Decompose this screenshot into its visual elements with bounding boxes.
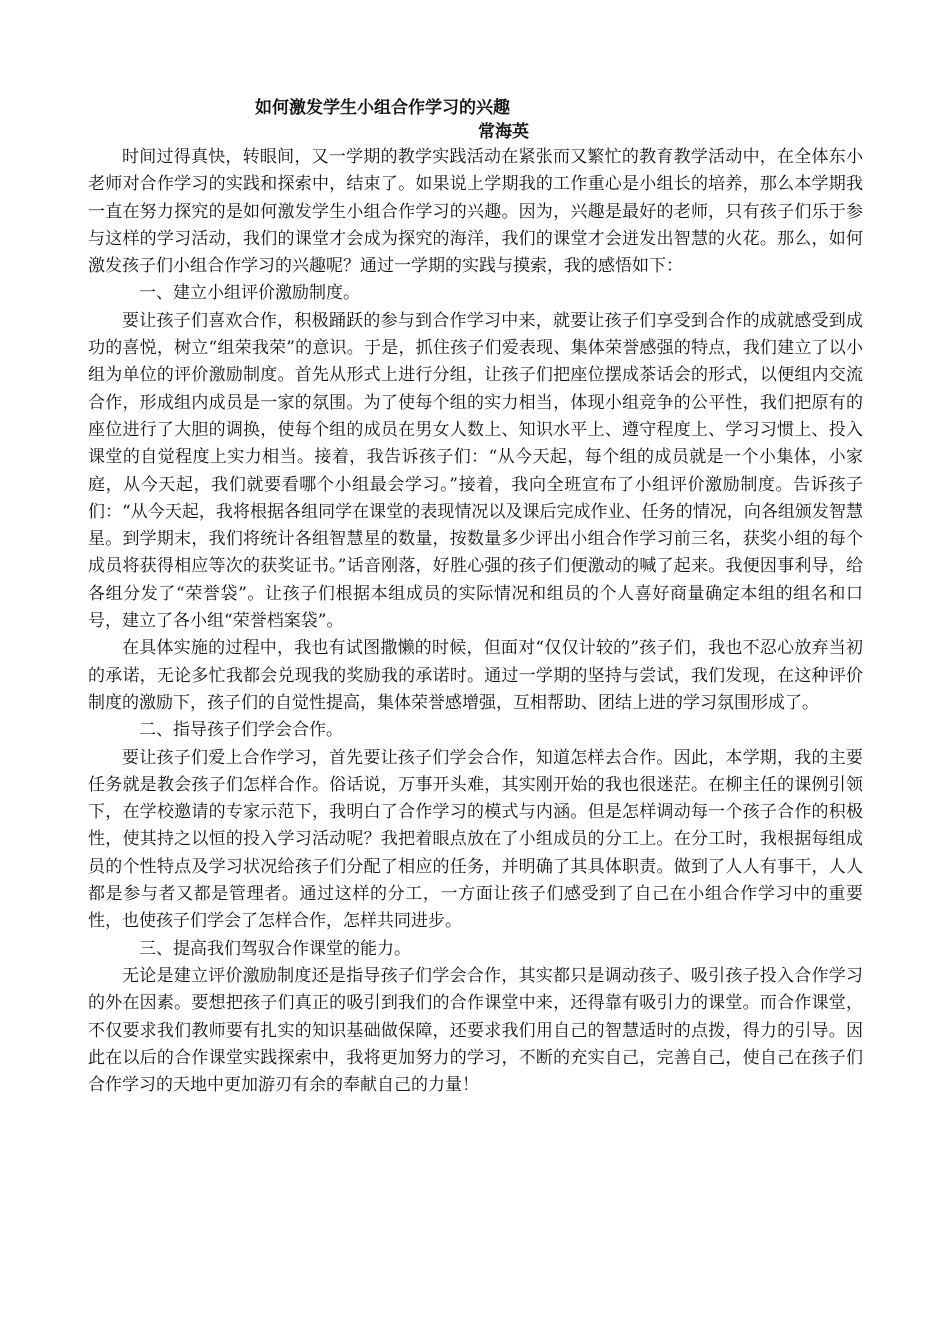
document-title: 如何激发学生小组合作学习的兴趣 [255,98,510,118]
section-heading-3: 三、提高我们驾驭合作课堂的能力。 [139,938,411,959]
paragraph-section-1-b: 在具体实施的过程中，我也有试图撒懒的时候，但面对“仅仅计较的”孩子们，我也不忍心放弃当初的承诺，无论多忙我都会兑现我的奖励我的承诺时。通过一学期的坚持与尝试，我们发现，在这种评价制度的激励下，孩子们的自觉性提高，集体荣誉感增强，互相帮助、团结上进的学习氛围形成了。 [88,638,863,713]
document-body [88,144,863,1099]
section-heading-1: 一、建立小组评价激励制度。 [139,283,360,304]
paragraph-section-2: 要让孩子们爱上合作学习，首先要让孩子们学会合作，知道怎样去合作。因此，本学期，我的主要任务就是教会孩子们怎样合作。俗话说，万事开头难，其实刚开始的我也很迷茫。在柳主任的课例引领下，在学校邀请的专家示范下，我明白了合作学习的模式与内涵。但是怎样调动每一个孩子合作的积极性，使其持之以恒的投入学习活动呢？我把着眼点放在了小组成员的分工上。在分工时，我根据每组成员的个性特点及学习状况给孩子们分配了相应的任务，并明确了其具体职责。做到了人人有事干，人人都是参与者又都是管理者。通过这样的分工，一方面让孩子们感受到了自己在小组合作学习中的重要性，也使孩子们学会了怎样合作，怎样共同进步。 [88,747,863,932]
document-author: 常海英 [478,122,529,142]
paragraph-intro: 时间过得真快，转眼间，又一学期的教学实践活动在紧张而又繁忙的教育教学活动中，在全体东小老师对合作学习的实践和探索中，结束了。如果说上学期我的工作重心是小组长的培养，那么本学期我一直在努力探究的是如何激发学生小组合作学习的兴趣。因为，兴趣是最好的老师，只有孩子们乐于参与这样的学习活动，我们的课堂才会成为探究的海洋，我们的课堂才会迸发出智慧的火花。那么，如何激发孩子们小组合作学习的兴趣呢？通过一学期的实践与摸索，我的感悟如下： [88,147,863,277]
paragraph-section-3: 无论是建立评价激励制度还是指导孩子们学会合作，其实都只是调动孩子、吸引孩子投入合作学习的外在因素。要想把孩子们真正的吸引到我们的合作课堂中来，还得靠有吸引力的课堂。而合作课堂，不仅要求我们教师要有扎实的知识基础做保障，还要求我们用自己的智慧适时的点拨，得力的引导。因此在以后的合作课堂实践探索中，我将更加努力的学习，不断的充实自己，完善自己，使自己在孩子们合作学习的天地中更加游刃有余的奉献自己的力量！ [88,965,863,1096]
section-heading-2: 二、指导孩子们学会合作。 [139,720,343,741]
document-page [88,96,863,1099]
paragraph-section-1-a: 要让孩子们喜欢合作，积极踊跃的参与到合作学习中来，就要让孩子们享受到合作的成就感受到成功的喜悦，树立“组荣我荣”的意识。于是，抓住孩子们爱表现、集体荣誉感强的特点，我们建立了以小组为单位的评价激励制度。首先从形式上进行分组，让孩子们把座位摆成茶话会的形式，以便组内交流合作，形成组内成员是一家的氛围。为了使每个组的实力相当，体现小组竞争的公平性，我们把原有的座位进行了大胆的调换，使每个组的成员在男女人数上、知识水平上、遵守程度上、学习习惯上、投入课堂的自觉程度上实力相当。接着，我告诉孩子们：“从今天起，每个组的成员就是一个小集体，小家庭，从今天起，我们就要看哪个小组最会学习。”接着，我向全班宣布了小组评价激励制度。告诉孩子们：“从今天起，我将根据各组同学在课堂的表现情况以及课后完成作业、任务的情况，向各组颁发智慧星。到学期末，我们将统计各组智慧星的数量，按数量多少评出小组合作学习前三名，获奖小组的每个成员将获得相应等次的获奖证书。”话音刚落，好胜心强的孩子们便激动的喊了起来。我便因事利导，给各组分发了“荣誉袋”。让孩子们根据本组成员的实际情况和组员的个人喜好商量确定本组的组名和口号，建立了各小组“荣誉档案袋”。 [88,310,863,632]
